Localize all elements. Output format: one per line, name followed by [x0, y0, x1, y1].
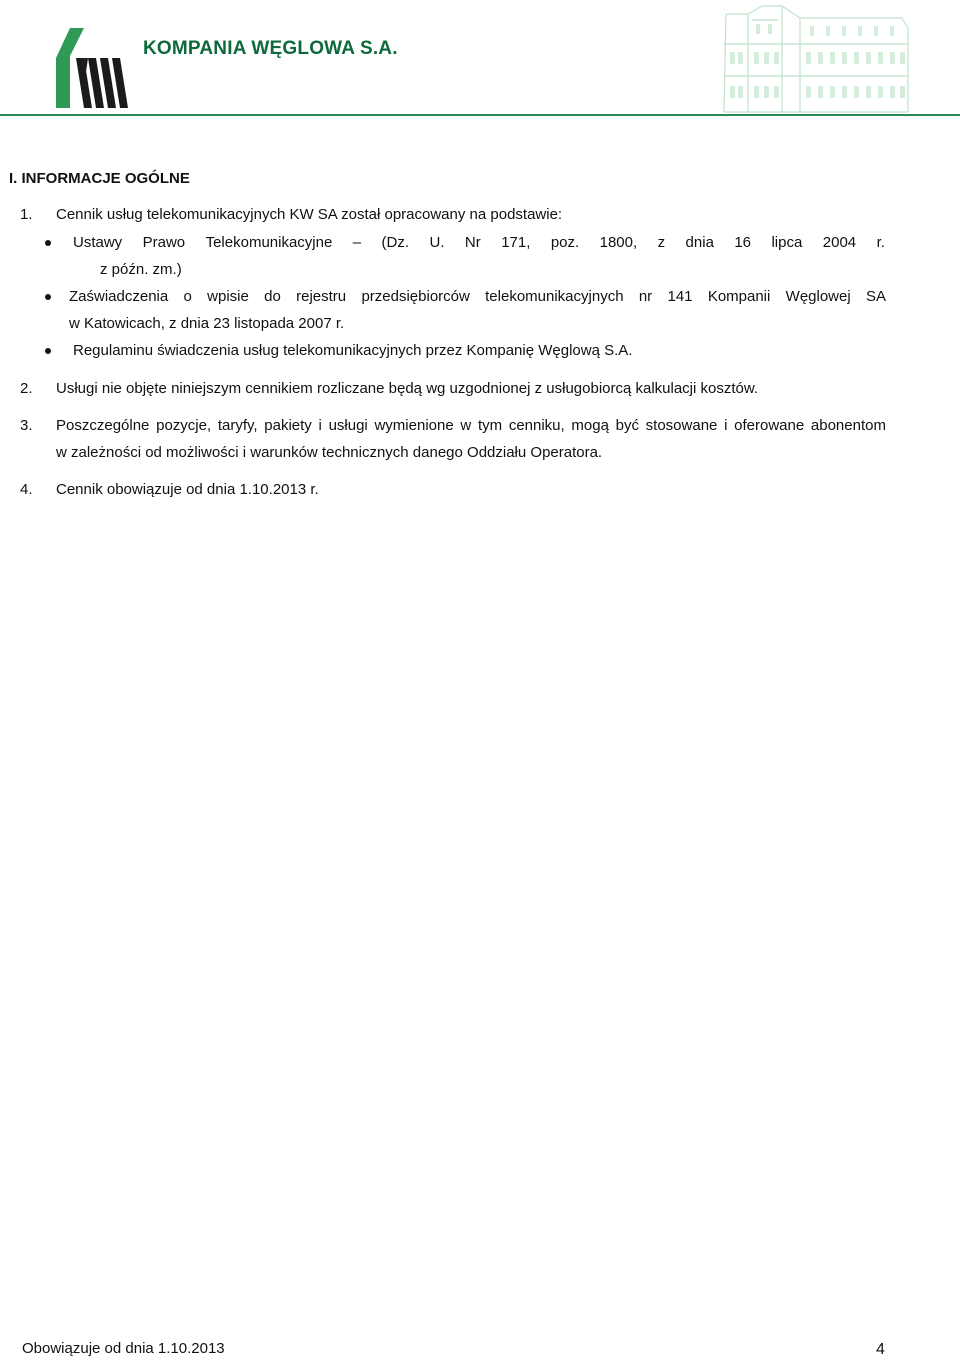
- word: –: [352, 234, 362, 251]
- header-divider: [0, 114, 960, 116]
- word: Węglowej: [785, 288, 851, 305]
- word: 1800,: [599, 234, 638, 251]
- word: pakiety: [264, 417, 312, 434]
- word: Zaświadczenia: [69, 288, 169, 305]
- item-text: Cennik usług telekomunikacyjnych KW SA został opracowany na podstawie:: [56, 206, 563, 223]
- bullet-text: Regulaminu świadczenia usług telekomunikacyjnych przez Kompanię Węglową S.A.: [73, 342, 633, 359]
- word: telekomunikacyjnych: [485, 288, 624, 305]
- word: Nr: [464, 234, 481, 251]
- word: mogą: [571, 417, 609, 434]
- section-title: I. INFORMACJE OGÓLNE: [9, 170, 190, 187]
- footer-validity: Obowiązuje od dnia 1.10.2013: [22, 1340, 225, 1357]
- word: 141: [667, 288, 693, 305]
- item-text: Cennik obowiązuje od dnia 1.10.2013 r.: [56, 481, 319, 498]
- word: tym: [477, 417, 503, 434]
- word: taryfy,: [217, 417, 258, 434]
- bullet-continuation: z późn. zm.): [100, 261, 182, 278]
- building-sketch-icon: [722, 4, 910, 114]
- company-name: KOMPANIA WĘGLOWA S.A.: [143, 38, 398, 59]
- word: wpisie: [207, 288, 249, 305]
- word: wymienione: [374, 417, 454, 434]
- bullet-line-justified: [73, 234, 885, 251]
- word: i: [724, 417, 728, 434]
- word: poz.: [550, 234, 580, 251]
- word: r.: [876, 234, 885, 251]
- item-text: Usługi nie objęte niniejszym cennikiem rozliczane będą wg uzgodnionej z usługobiorcą kalkulacji kosztów.: [56, 380, 759, 397]
- item-continuation: w zależności od możliwości i warunków technicznych danego Oddziału Operatora.: [56, 444, 603, 461]
- bullet-icon: [45, 348, 51, 354]
- word: i: [318, 417, 322, 434]
- item-number: 4.: [20, 481, 33, 498]
- word: o: [183, 288, 192, 305]
- kompania-weglowa-logo-icon: [50, 28, 130, 108]
- item-text-justified: [56, 417, 886, 434]
- page-header: [0, 0, 960, 118]
- word: oferowane: [734, 417, 805, 434]
- bullet-icon: [45, 240, 51, 246]
- word: przedsiębiorców: [361, 288, 470, 305]
- item-number: 3.: [20, 417, 33, 434]
- word: Prawo: [142, 234, 186, 251]
- bullet-line-justified: [69, 288, 886, 305]
- word: Ustawy: [73, 234, 123, 251]
- word: w: [460, 417, 472, 434]
- word: do: [264, 288, 281, 305]
- page-number: 4: [876, 1341, 885, 1358]
- item-number: 1.: [20, 206, 33, 223]
- word: U.: [429, 234, 445, 251]
- word: usługi: [328, 417, 368, 434]
- word: stosowane: [645, 417, 718, 434]
- word: Telekomunikacyjne: [205, 234, 333, 251]
- word: Kompanii: [707, 288, 771, 305]
- word: SA: [865, 288, 886, 305]
- word: nr: [638, 288, 653, 305]
- word: 2004: [822, 234, 857, 251]
- word: 16: [734, 234, 752, 251]
- word: rejestru: [296, 288, 347, 305]
- word: dnia: [685, 234, 714, 251]
- item-number: 2.: [20, 380, 33, 397]
- bullet-continuation: w Katowicach, z dnia 23 listopada 2007 r.: [69, 315, 345, 332]
- word: pozycje,: [156, 417, 212, 434]
- bullet-icon: [45, 294, 51, 300]
- word: (Dz.: [381, 234, 410, 251]
- word: z: [657, 234, 666, 251]
- word: 171,: [501, 234, 531, 251]
- word: Poszczególne: [56, 417, 150, 434]
- word: cenniku,: [508, 417, 565, 434]
- word: abonentom: [810, 417, 886, 434]
- word: lipca: [771, 234, 803, 251]
- word: być: [615, 417, 639, 434]
